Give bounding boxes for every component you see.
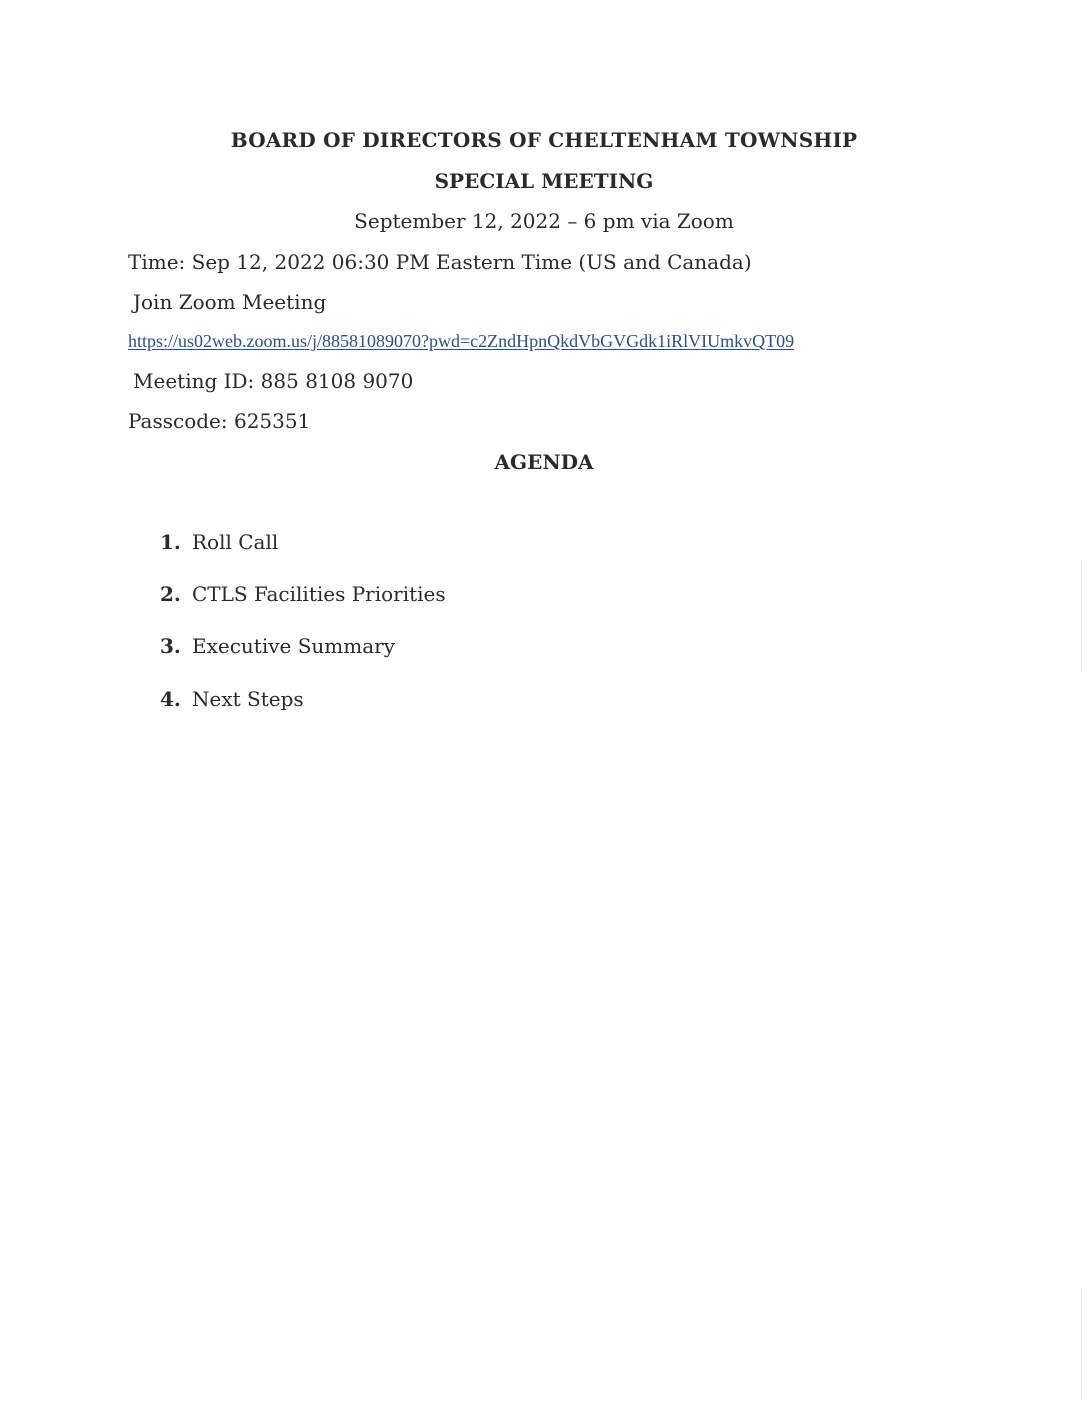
agenda-item	[160, 582, 446, 606]
meeting-date-line: September 12, 2022 – 6 pm via Zoom	[354, 209, 734, 233]
agenda-item	[160, 687, 304, 711]
agenda-item-label: Executive Summary	[192, 634, 396, 658]
document-title: BOARD OF DIRECTORS OF CHELTENHAM TOWNSHIP	[230, 128, 858, 152]
zoom-meeting-link[interactable]: https://us02web.zoom.us/j/88581089070?pwd=c2ZndHpnQkdVbGVGdk1iRlVIUmkvQT09	[128, 331, 795, 351]
join-zoom-label: Join Zoom Meeting	[133, 290, 327, 314]
scan-edge-mark	[1081, 1290, 1082, 1400]
agenda-item	[160, 530, 278, 554]
agenda-item-label: CTLS Facilities Priorities	[192, 582, 446, 606]
meeting-id: Meeting ID: 885 8108 9070	[133, 369, 414, 393]
agenda-item-number: 1.	[160, 530, 181, 554]
agenda-item-number: 4.	[160, 687, 181, 711]
meeting-passcode: Passcode: 625351	[128, 409, 311, 433]
agenda-item-number: 2.	[160, 582, 181, 606]
agenda-heading: AGENDA	[494, 450, 594, 474]
agenda-item-label: Roll Call	[192, 530, 279, 554]
document-subtitle: SPECIAL MEETING	[434, 169, 654, 193]
agenda-item-number: 3.	[160, 634, 181, 658]
meeting-time: Time: Sep 12, 2022 06:30 PM Eastern Time (US and Canada)	[128, 250, 752, 274]
scan-edge-mark	[1081, 560, 1082, 670]
agenda-item	[160, 634, 395, 658]
agenda-item-label: Next Steps	[192, 687, 304, 711]
